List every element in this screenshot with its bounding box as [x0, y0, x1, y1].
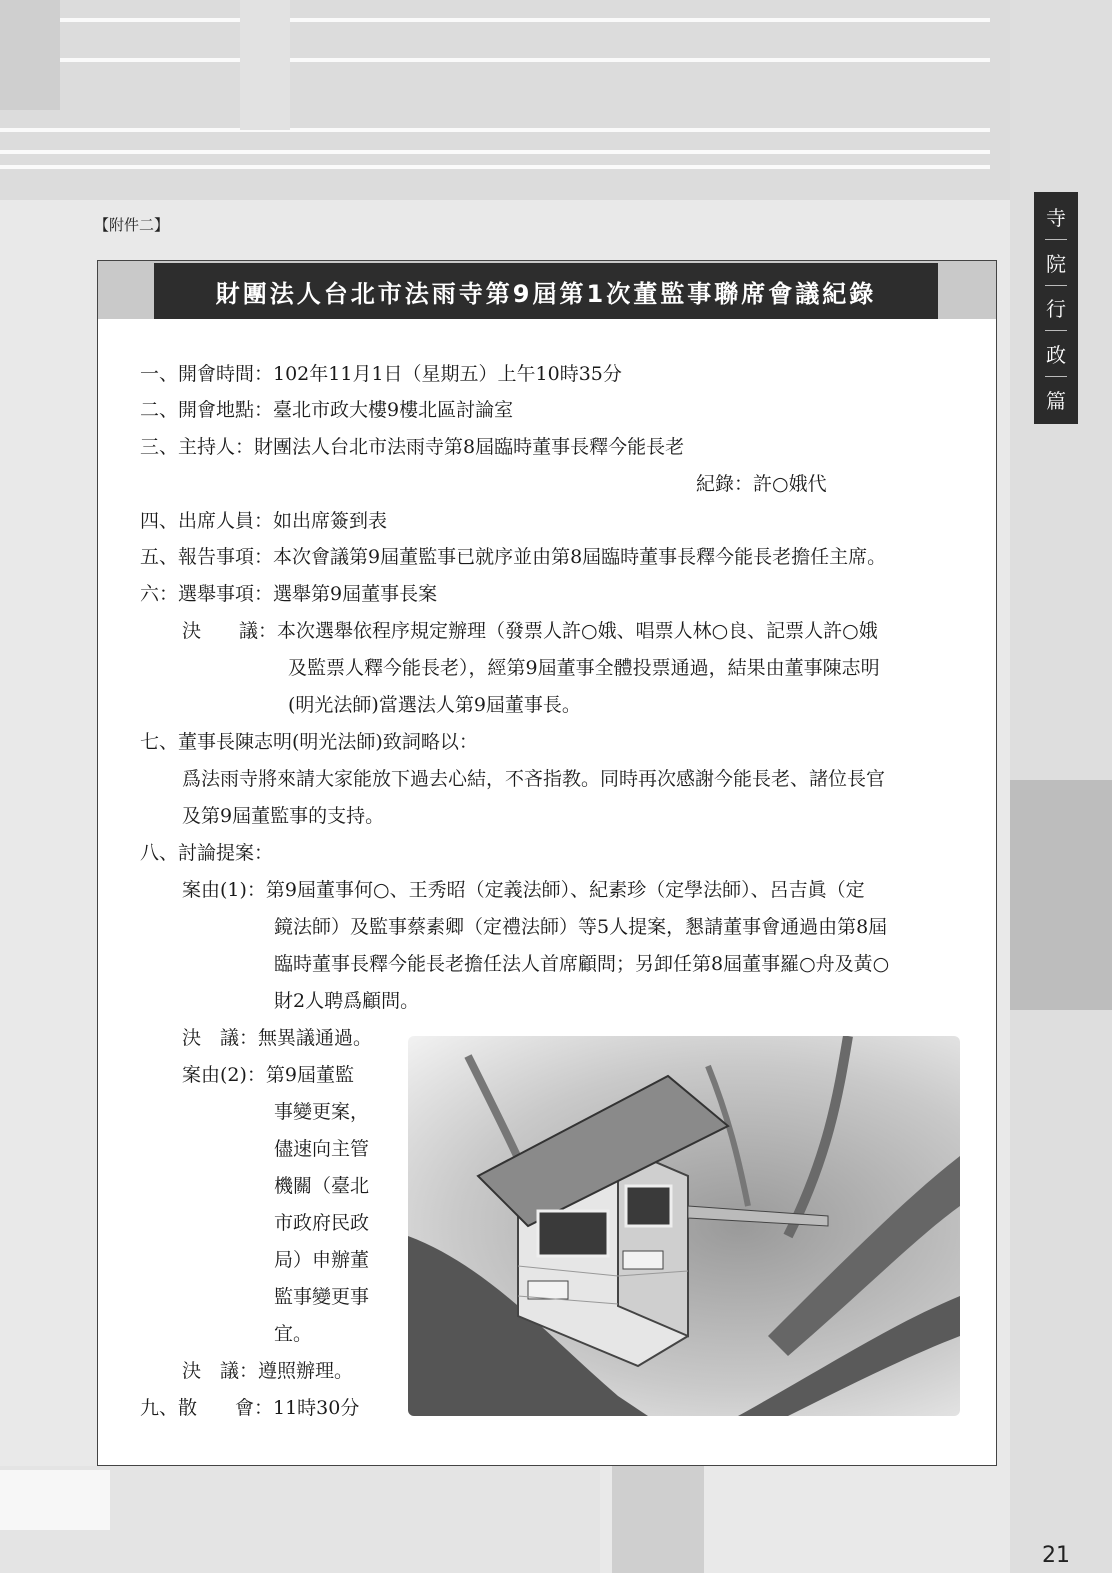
proposal-2-cont: 事變更案， [274, 1101, 370, 1123]
section-tab-char: 篇 [1046, 388, 1066, 413]
proposal-1-cont: 鏡法師）及監事蔡素卿（定禮法師）等5人提案，懇請董事會通過由第8屆 [274, 916, 888, 938]
proposals-heading: 八、討論提案： [140, 842, 274, 864]
speech-text: 及第9屆董監事的支持。 [182, 805, 385, 827]
attachment-label: 【附件二】 [94, 216, 170, 234]
meeting-place: 二、開會地點：臺北市政大樓9樓北區討論室 [140, 399, 514, 421]
proposal-2-resolution: 決 議：遵照辦理。 [182, 1360, 354, 1382]
tab-separator [1045, 239, 1067, 240]
proposal-2-cont: 機關（臺北 [274, 1175, 370, 1197]
proposal-2-cont: 市政府民政 [274, 1212, 370, 1234]
proposal-2-cont: 儘速向主管 [274, 1138, 370, 1160]
proposal-2: 案由(2)：第9屆董監 [182, 1064, 355, 1086]
meeting-time: 一、開會時間：102年11月1日（星期五）上午10時35分 [140, 363, 622, 385]
treehouse-illustration [408, 1036, 960, 1416]
page-number: 21 [1042, 1543, 1070, 1568]
tab-separator [1045, 285, 1067, 286]
proposal-2-cont: 宜。 [274, 1323, 313, 1345]
proposal-1-cont: 財2人聘爲顧問。 [274, 990, 420, 1012]
speech-text: 爲法雨寺將來請大家能放下過去心結，不吝指教。同時再次感謝今能長老、諸位長官 [182, 768, 886, 790]
report-items: 五、報告事項：本次會議第9屆董監事已就序並由第8屆臨時董事長釋今能長老擔任主席。 [140, 546, 887, 568]
treehouse-photo [408, 1036, 960, 1416]
proposal-2-cont: 監事變更事 [274, 1286, 370, 1308]
section-tab-char: 行 [1046, 297, 1066, 322]
meeting-chair: 三、主持人：財團法人台北市法雨寺第8屆臨時董事長釋今能長老 [140, 436, 685, 458]
section-tab-char: 寺 [1046, 205, 1066, 230]
section-tab-char: 政 [1046, 343, 1066, 368]
section-tab-char: 院 [1046, 251, 1066, 276]
decorative-text-strip [612, 1466, 704, 1573]
recorder: 紀錄：許○娥代 [696, 473, 827, 495]
election-resolution: 決 議：本次選舉依程序規定辦理（發票人許○娥、唱票人林○良、記票人許○娥 [182, 620, 878, 642]
attendees: 四、出席人員：如出席簽到表 [140, 510, 388, 532]
tab-separator [1045, 376, 1067, 377]
adjournment: 九、散 會：11時30分 [140, 1397, 360, 1419]
document-title: 財團法人台北市法雨寺第9屆第1次董監事聯席會議紀錄 [154, 263, 938, 319]
election-resolution-cont: 及監票人釋今能長老），經第9屆董事全體投票通過，結果由董事陳志明 [288, 657, 880, 679]
proposal-1: 案由(1)：第9屆董事何○、王秀昭（定義法師）、紀素珍（定學法師）、呂吉眞（定 [182, 879, 865, 901]
tab-separator [1045, 330, 1067, 331]
proposal-1-cont: 臨時董事長釋今能長老擔任法人首席顧問；另卸任第8屆董事羅○舟及黃○ [274, 953, 890, 975]
chairman-speech: 七、董事長陳志明(明光法師)致詞略以： [140, 731, 478, 753]
section-tab [1034, 192, 1078, 424]
election-items: 六：選舉事項：選舉第9屆董事長案 [140, 583, 438, 605]
proposal-2-cont: 局）申辦董 [274, 1249, 370, 1271]
minutes-document [97, 260, 997, 1466]
decorative-data-column [1014, 1310, 1094, 1550]
election-resolution-cont: (明光法師)當選法人第9屆董事長。 [288, 694, 581, 716]
proposal-1-resolution: 決 議：無異議通過。 [182, 1027, 373, 1049]
